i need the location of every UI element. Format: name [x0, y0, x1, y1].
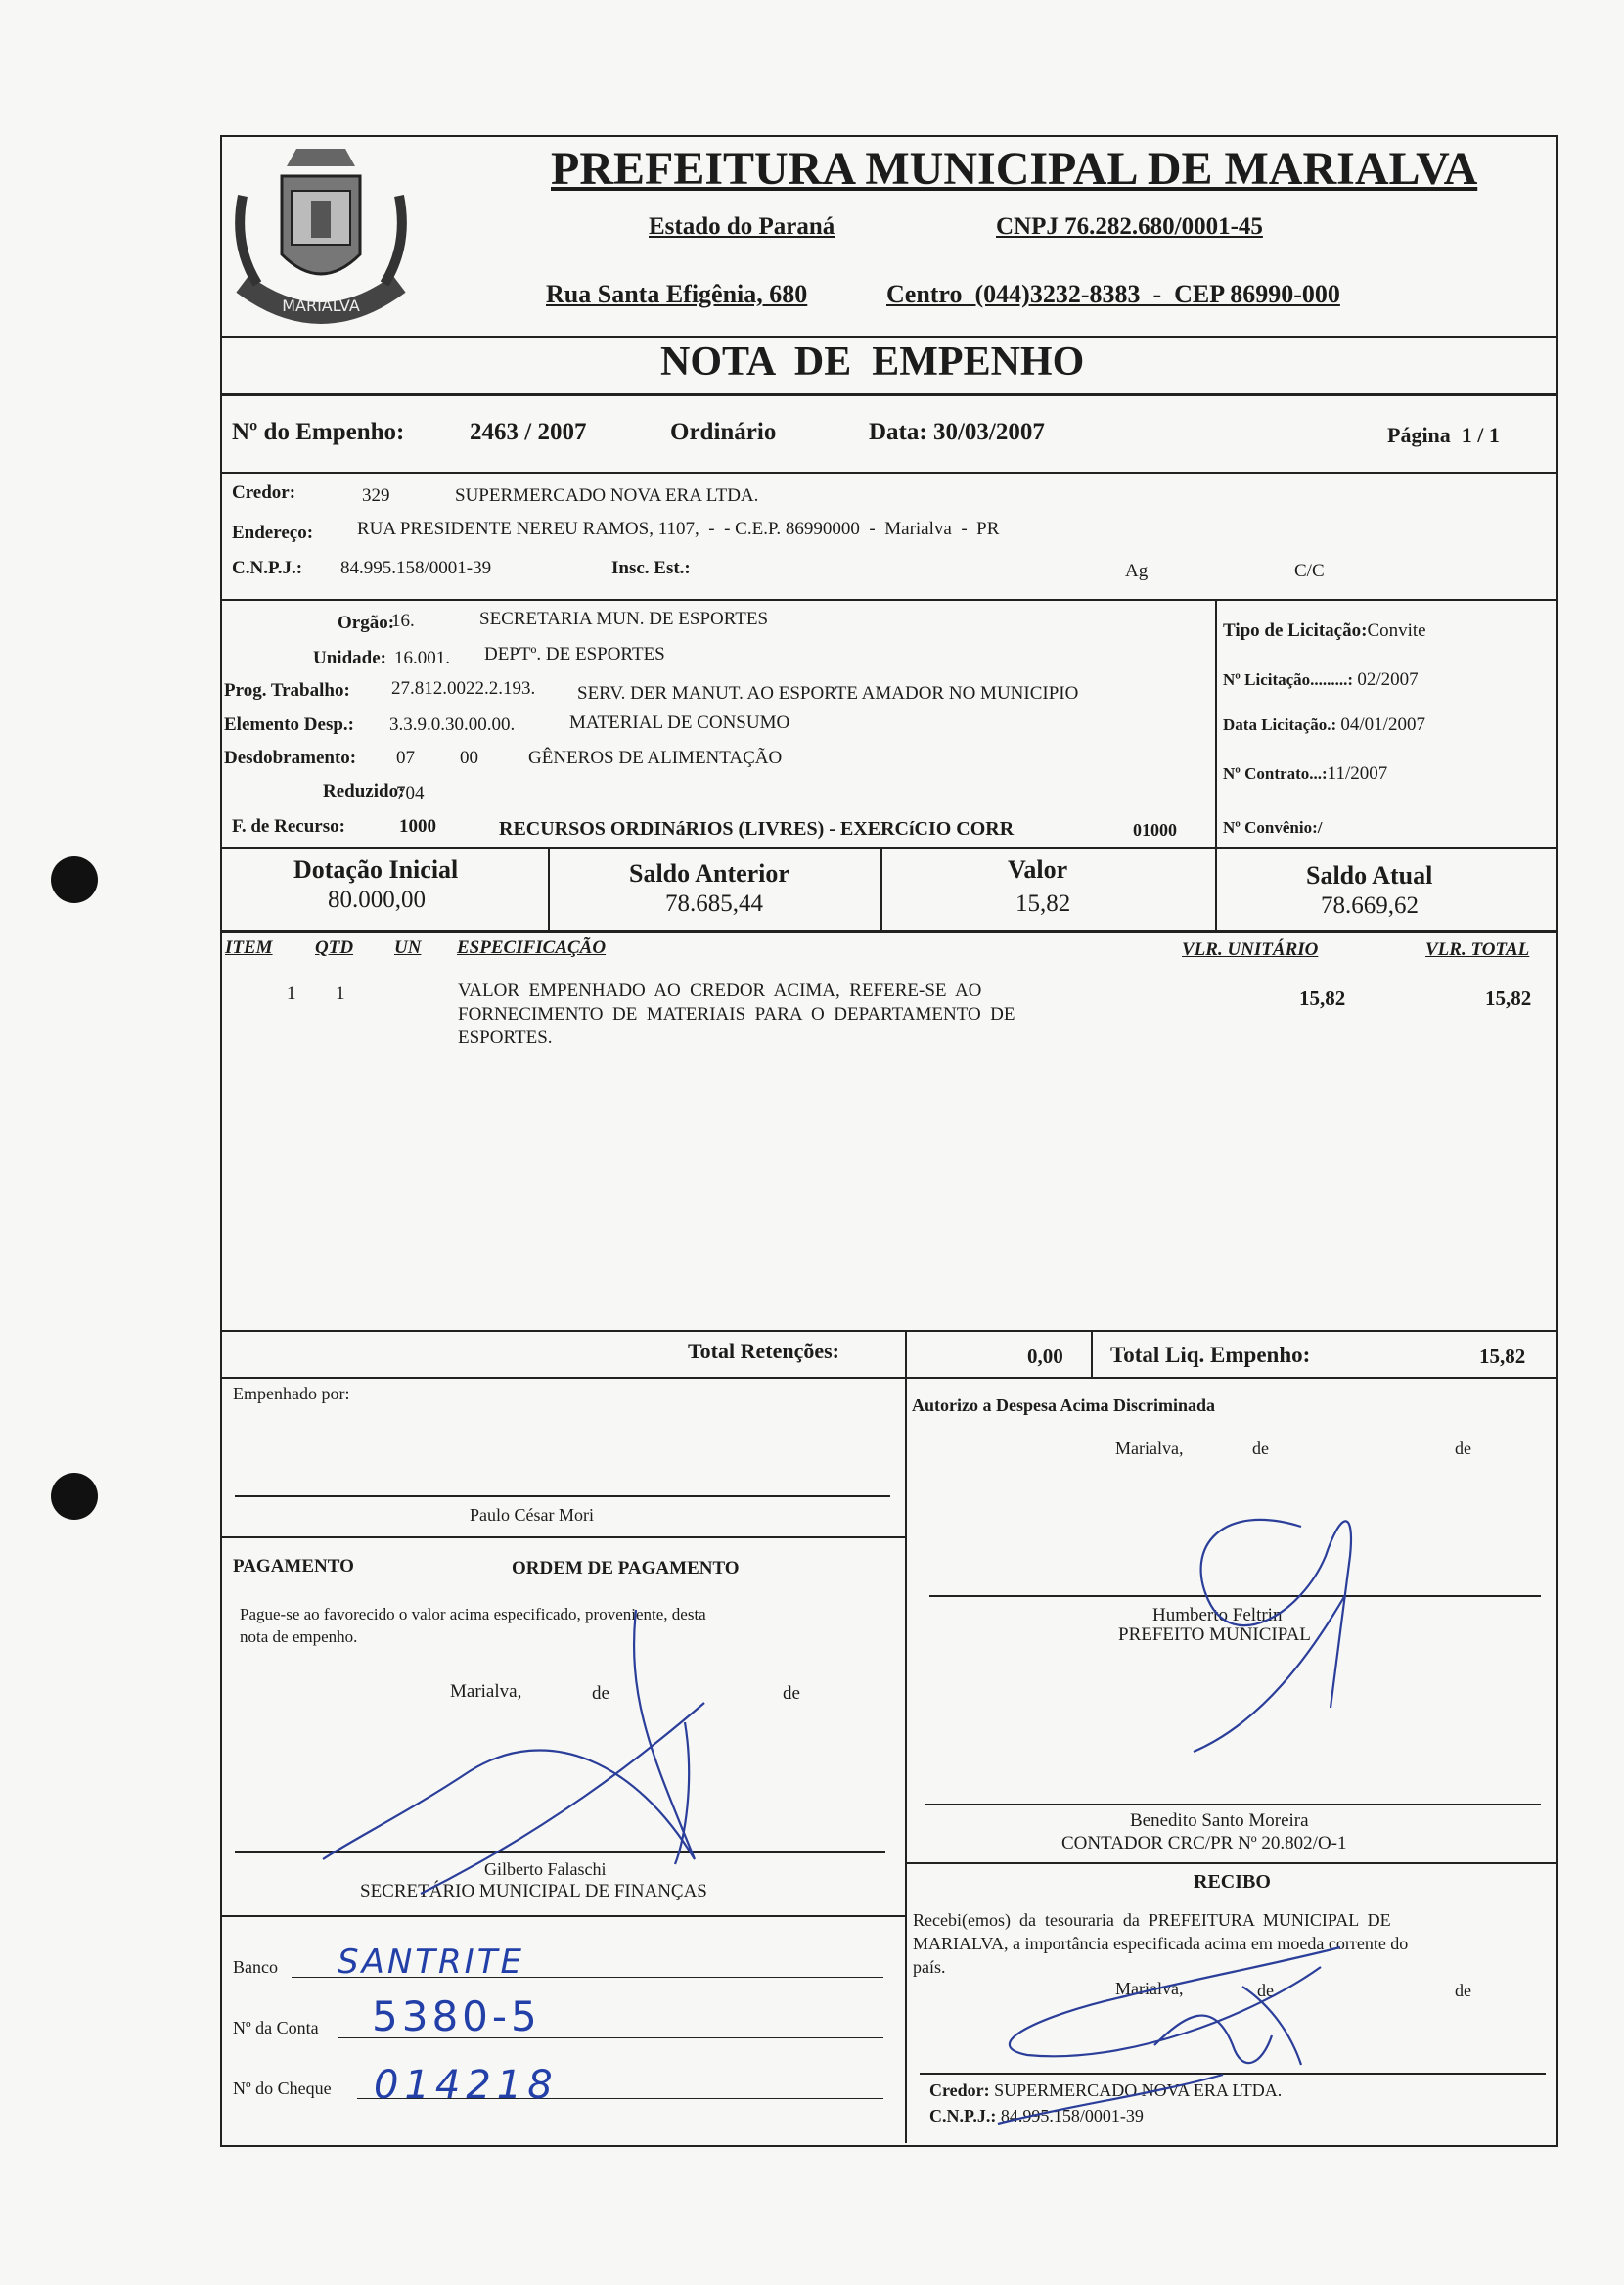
elemento-desc: MATERIAL DE CONSUMO: [569, 712, 790, 733]
autorizo-label: Autorizo a Despesa Acima Discriminada: [912, 1395, 1215, 1415]
retencoes-label: Total Retenções:: [688, 1339, 839, 1363]
credor-signature: [998, 1947, 1340, 2124]
valor-label: Valor: [1008, 855, 1068, 884]
agency-label: Ag: [1125, 561, 1149, 581]
orgao-desc: SECRETARIA MUN. DE ESPORTES: [479, 609, 769, 629]
autorizo-place: Marialva,: [1115, 1439, 1184, 1458]
pagamento-de2: de: [783, 1683, 800, 1704]
reduzido-label: Reduzido:: [323, 781, 405, 801]
recurso-desc: RECURSOS ORDINáRIOS (LIVRES) - EXERCíCIO CORR: [499, 818, 1015, 840]
recibo-cnpj-value: 84.995.158/0001-39: [1000, 2106, 1144, 2125]
secretario-name: Gilberto Falaschi: [484, 1859, 607, 1879]
recurso-code: 1000: [399, 816, 436, 837]
item-spec-line: VALOR EMPENHADO AO CREDOR ACIMA, REFERE-SE AO: [458, 981, 982, 1001]
col-unit-value: VLR. UNITÁRIO: [1182, 939, 1319, 960]
recibo-cnpj-label: C.N.P.J.:: [929, 2106, 997, 2125]
hole-punch: [51, 1473, 98, 1520]
desdobramento-b: 00: [460, 748, 478, 768]
saldo-anterior-value: 78.685,44: [665, 891, 763, 917]
convenio-label: Nº Convênio:/: [1223, 818, 1323, 837]
recibo-label: RECIBO: [1194, 1871, 1271, 1893]
contador-name: Benedito Santo Moreira: [1130, 1810, 1309, 1831]
licitacao-date-value: 04/01/2007: [1340, 714, 1425, 735]
saldo-atual-value: 78.669,62: [1321, 892, 1419, 919]
credor-name: SUPERMERCADO NOVA ERA LTDA.: [455, 485, 759, 506]
col-item: ITEM: [225, 937, 273, 958]
municipality-title: PREFEITURA MUNICIPAL DE MARIALVA: [551, 143, 1478, 195]
orgao-code: 16.: [391, 611, 415, 631]
header-cnpj: CNPJ 76.282.680/0001-45: [996, 213, 1263, 240]
unidade-desc: DEPTº. DE ESPORTES: [484, 644, 665, 664]
contrato-value: 11/2007: [1327, 763, 1388, 784]
item-number: 1: [287, 983, 296, 1004]
contador-role: CONTADOR CRC/PR Nº 20.802/O-1: [1061, 1833, 1347, 1853]
prog-label: Prog. Trabalho:: [224, 680, 350, 701]
unidade-code: 16.001.: [394, 648, 450, 668]
pagamento-text: nota de empenho.: [240, 1627, 358, 1646]
credor-cnpj-label: C.N.P.J.:: [232, 558, 303, 578]
empenhado-name: Paulo César Mori: [470, 1505, 594, 1525]
recibo-de2: de: [1455, 1981, 1471, 2000]
licitacao-type-caption: Tipo de Licitação:: [1223, 620, 1368, 641]
col-total-value: VLR. TOTAL: [1425, 939, 1530, 960]
insc-est-label: Insc. Est.:: [611, 558, 691, 578]
credor-code: 329: [362, 485, 390, 506]
credor-address: RUA PRESIDENTE NEREU RAMOS, 1107, - - C.E.P. 86990000 - Marialva - PR: [357, 519, 1000, 539]
account-label: C/C: [1294, 561, 1325, 581]
empenhado-label: Empenhado por:: [233, 1384, 350, 1403]
cheque-handwritten: 014218: [374, 2063, 559, 2108]
reduzido-code: 704: [396, 783, 425, 803]
hole-punch: [51, 856, 98, 903]
liq-label: Total Liq. Empenho:: [1110, 1343, 1311, 1367]
pagamento-de1: de: [592, 1683, 609, 1704]
recibo-text: MARIALVA, a importância especificada acima em moeda corrente do: [913, 1934, 1409, 1953]
saldo-anterior-label: Saldo Anterior: [629, 859, 789, 888]
recibo-place: Marialva,: [1115, 1979, 1184, 1998]
col-spec: ESPECIFICAÇÃO: [457, 937, 607, 958]
recibo-credor-name: SUPERMERCADO NOVA ERA LTDA.: [994, 2080, 1283, 2100]
empenho-label: Nº do Empenho:: [232, 419, 405, 445]
prog-code: 27.812.0022.2.193.: [391, 678, 536, 699]
autorizo-de2: de: [1455, 1439, 1471, 1458]
prog-desc: SERV. DER MANUT. AO ESPORTE AMADOR NO MUNICIPIO: [577, 683, 1079, 704]
licitacao-type-value: Convite: [1367, 620, 1426, 641]
pagamento-label: PAGAMENTO: [233, 1556, 354, 1577]
secretario-role: SECRETÁRIO MUNICIPAL DE FINANÇAS: [360, 1881, 707, 1901]
header-address: Centro (044)3232-8383 - CEP 86990-000: [886, 280, 1340, 308]
licitacao-number-caption: Nº Licitação.........:: [1223, 670, 1354, 689]
secretario-signature: [323, 1610, 704, 1894]
address-label: Endereço:: [232, 523, 314, 543]
item-unit-price: 15,82: [1299, 986, 1346, 1010]
autorizo-de1: de: [1252, 1439, 1269, 1458]
ordem-pagamento-label: ORDEM DE PAGAMENTO: [512, 1558, 740, 1578]
dotacao-label: Dotação Inicial: [293, 855, 459, 884]
dotacao-value: 80.000,00: [328, 887, 426, 913]
prefeito-signature: [1194, 1520, 1351, 1752]
credor-label: Credor:: [232, 482, 296, 503]
pagamento-place: Marialva,: [450, 1681, 522, 1702]
header-street: Rua Santa Efigênia, 680: [546, 280, 808, 308]
valor-value: 15,82: [1015, 891, 1071, 917]
empenho-type: Ordinário: [670, 419, 777, 445]
desdobramento-label: Desdobramento:: [224, 748, 357, 768]
elemento-code: 3.3.9.0.30.00.00.: [389, 714, 516, 735]
licitacao-number-value: 02/2007: [1357, 669, 1419, 690]
elemento-label: Elemento Desp.:: [224, 714, 354, 735]
empenho-number: 2463 / 2007: [470, 419, 587, 445]
empenho-date: Data: 30/03/2007: [869, 419, 1045, 445]
banco-handwritten: SANTRITE: [338, 1942, 524, 1982]
item-qty: 1: [336, 983, 345, 1004]
orgao-label: Orgão:: [338, 613, 395, 633]
item-total-price: 15,82: [1485, 986, 1532, 1010]
item-spec-line: FORNECIMENTO DE MATERIAIS PARA O DEPARTAMENTO DE: [458, 1004, 1015, 1025]
page-number: Página 1 / 1: [1387, 423, 1500, 447]
prefeito-name: Humberto Feltrin: [1152, 1605, 1283, 1625]
recurso-number: 01000: [1133, 820, 1177, 840]
desdobramento-a: 07: [396, 748, 415, 768]
recibo-text: país.: [913, 1957, 946, 1977]
pagamento-text: Pague-se ao favorecido o valor acima especificado, proveniente, desta: [240, 1605, 706, 1623]
conta-label: Nº da Conta: [233, 2018, 319, 2037]
unidade-label: Unidade:: [313, 648, 386, 668]
recibo-text: Recebi(emos) da tesouraria da PREFEITURA MUNICIPAL DE: [913, 1910, 1391, 1930]
item-spec-line: ESPORTES.: [458, 1028, 553, 1048]
conta-handwritten: 5380-5: [372, 1992, 541, 2040]
desdobramento-desc: GÊNEROS DE ALIMENTAÇÃO: [528, 748, 783, 768]
col-un: UN: [394, 937, 422, 958]
col-qtd: QTD: [315, 937, 354, 958]
recibo-credor-label: Credor:: [929, 2080, 990, 2100]
saldo-atual-label: Saldo Atual: [1306, 861, 1433, 890]
liq-value: 15,82: [1479, 1345, 1526, 1368]
retencoes-value: 0,00: [1027, 1345, 1063, 1368]
state-label: Estado do Paraná: [649, 213, 835, 240]
credor-cnpj: 84.995.158/0001-39: [340, 558, 492, 578]
contrato-caption: Nº Contrato...:: [1223, 764, 1328, 783]
recurso-label: F. de Recurso:: [232, 816, 345, 837]
document-title: NOTA DE EMPENHO: [660, 340, 1085, 385]
licitacao-date-caption: Data Licitação.:: [1223, 715, 1337, 734]
prefeito-role: PREFEITO MUNICIPAL: [1118, 1624, 1311, 1645]
seal-text: MARIALVA: [282, 297, 360, 315]
cheque-label: Nº do Cheque: [233, 2079, 332, 2098]
banco-label: Banco: [233, 1957, 278, 1977]
recibo-de1: de: [1257, 1981, 1274, 2000]
